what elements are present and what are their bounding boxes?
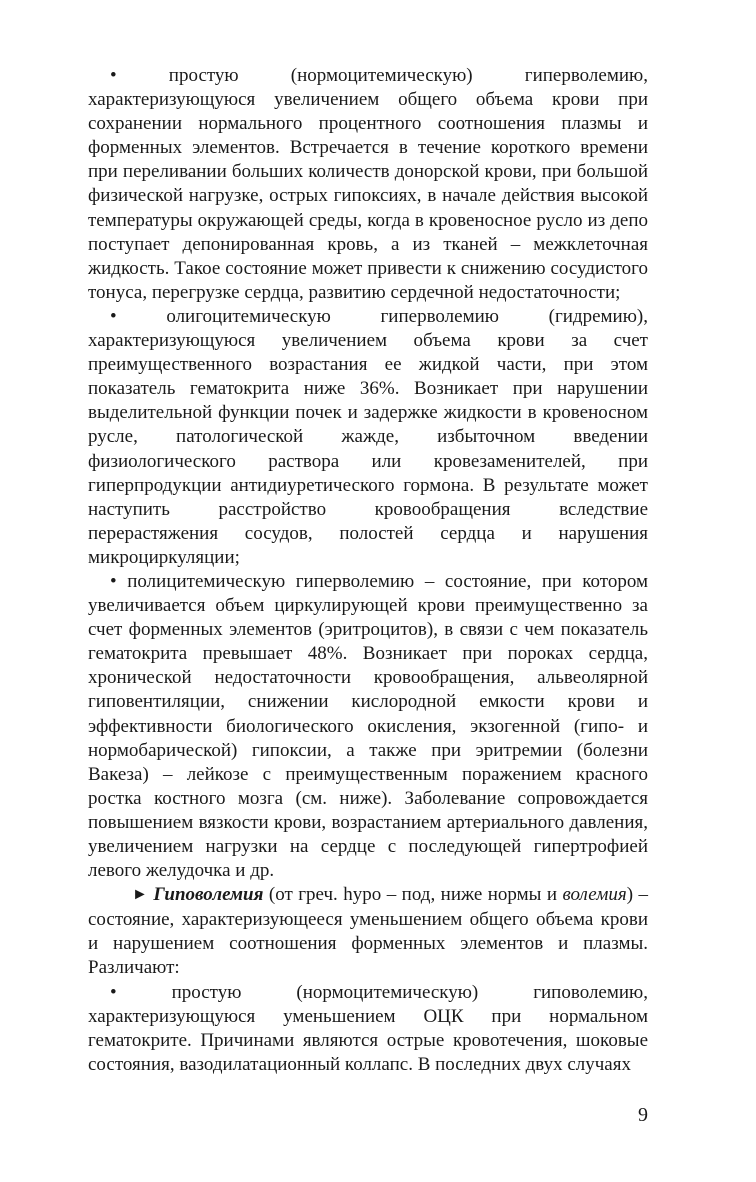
paragraph-simple-hypervolemia: • простую (нормоцитемическую) гиперволемию, характеризующуюся увеличением общего объема крови при сохранении нормального процентного соотношения плазмы и форменных элементов. Встречается в течение короткого времени при переливании больших количеств донорской крови, при большой физической нагрузке, острых гипоксиях, в начале действия высокой температуры окружающей среды, когда в кровеносное русло из депо поступает депонированная кровь, а из тканей – межклеточная жидкость. Такое состояние может привести к снижению сосудистого тонуса, перегрузке сердца, развитию сердечной недостаточности; <box>88 65 648 303</box>
page-number: 9 <box>638 1104 648 1126</box>
hypovolemia-etymology: (от греч. hypo – под, ниже нормы и <box>263 884 563 906</box>
arrow-bullet-icon: ► <box>132 886 148 904</box>
term-hypovolemia: Гиповолемия <box>153 884 264 906</box>
paragraph-hypovolemia-definition <box>88 883 648 980</box>
paragraph-polycythemic-hypervolemia: • полицитемическую гиперволемию – состояние, при котором увеличивается объем циркулирующей крови преимущественно за счет форменных элементов (эритроцитов), в связи с чем показатель гематокрита превышает 48%. Возникает при пороках сердца, хронической недостаточности кровообращения, альвеолярной гиповентиляции, снижении кислородной емкости крови и эффективности биологического окисления, экзогенной (гипо- и нормобарической) гипоксии, а также при эритремии (болезни Вакеза) – лейкозе с преимущественным поражением красного ростка костного мозга (см. ниже). Заболевание сопровождается повышением вязкости крови, возрастанием артериального давления, увеличением нагрузки на сердце с последующей гипертрофией левого желудочка и др. <box>88 570 648 882</box>
term-volemia: волемия <box>562 884 627 906</box>
paragraph-oligocythemic-hypervolemia: • олигоцитемическую гиперволемию (гидремию), характеризующуюся увеличением объема крови за счет преимущественного возрастания ее жидкой части, при этом показатель гематокрита ниже 36%. Возникает при нарушении выделительной функции почек и задержке жидкости в кровеносном русле, патологической жажде, избыточном введении физиологического раствора или кровезаменителей, при гиперпродукции антидиуретического гормона. В результате может наступить расстройство кровообращения вследствие перерастяжения сосудов, полостей сердца и нарушения микроциркуляции; <box>88 305 648 568</box>
page-body <box>88 64 648 1077</box>
hypovolemia-definition-text: ) – состояние, характеризующееся уменьшением общего объема крови и нарушением соотношения форменных элементов и плазмы. Различают: <box>88 884 649 979</box>
paragraph-simple-hypovolemia: • простую (нормоцитемическую) гиповолемию, характеризующуюся уменьшением ОЦК при нормальном гематокрите. Причинами являются острые кровотечения, шоковые состояния, вазодилатационный коллапс. В последних двух случаях <box>88 981 648 1075</box>
